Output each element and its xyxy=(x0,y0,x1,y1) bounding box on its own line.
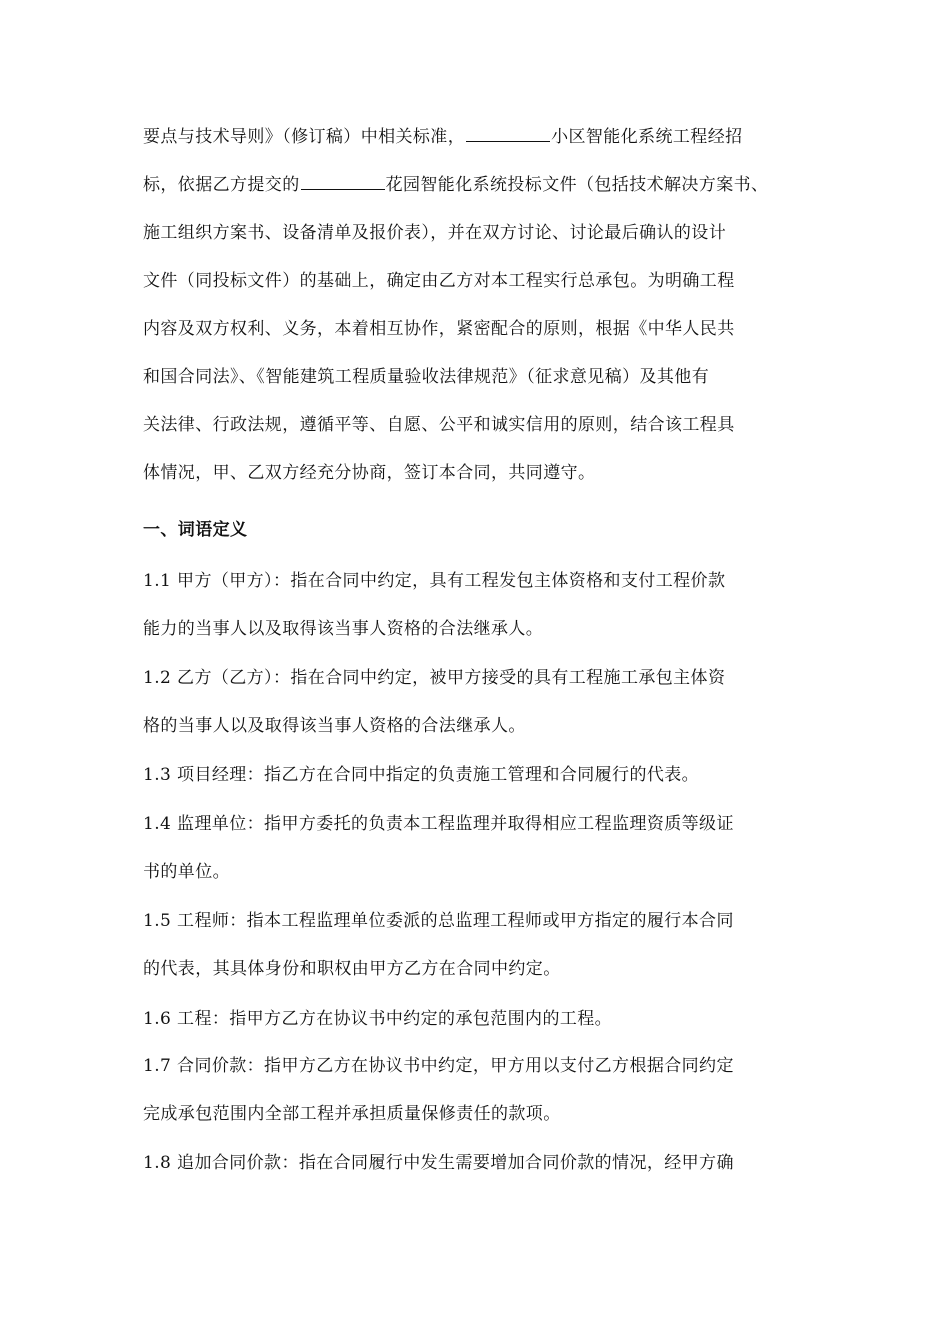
intro-line-5: 内容及双方权利、义务，本着相互协作，紧密配合的原则，根据《中华人民共 xyxy=(143,319,735,339)
intro-line-2 xyxy=(143,161,823,209)
section-heading: 一、词语定义 xyxy=(143,520,248,540)
intro-line-1-part-b: 小区智能化系统工程经招 xyxy=(551,127,743,147)
intro-line-8: 体情况，甲、乙双方经充分协商，签订本合同，共同遵守。 xyxy=(143,463,596,483)
definition-1-2 xyxy=(143,654,823,750)
definition-line: 格的当事人以及取得该当事人资格的合法继承人。 xyxy=(143,716,526,736)
intro-line-4: 文件（同投标文件）的基础上，确定由乙方对本工程实行总承包。为明确工程 xyxy=(143,271,735,291)
definition-line: 1.7 合同价款：指甲方乙方在协议书中约定，甲方用以支付乙方根据合同约定 xyxy=(143,1056,734,1076)
intro-line-1 xyxy=(143,113,823,161)
fill-in-blank-2 xyxy=(301,175,385,190)
definition-line: 1.1 甲方（甲方）：指在合同中约定，具有工程发包主体资格和支付工程价款 xyxy=(143,571,726,591)
definition-line: 1.6 工程：指甲方乙方在协议书中约定的承包范围内的工程。 xyxy=(143,1009,613,1029)
definition-line: 1.5 工程师：指本工程监理单位委派的总监理工程师或甲方指定的履行本合同 xyxy=(143,911,734,931)
intro-line-6: 和国合同法》、《智能建筑工程质量验收法律规范》（征求意见稿）及其他有 xyxy=(143,367,710,387)
section-heading-block xyxy=(143,506,823,554)
definition-1-1 xyxy=(143,557,823,653)
intro-line-7: 关法律、行政法规，遵循平等、自愿、公平和诚实信用的原则，结合该工程具 xyxy=(143,415,735,435)
definition-line: 1.8 追加合同价款：指在合同履行中发生需要增加合同价款的情况，经甲方确 xyxy=(143,1153,734,1173)
fill-in-blank-1 xyxy=(466,127,550,142)
intro-line-2-part-a: 标，依据乙方提交的 xyxy=(143,175,300,195)
definition-1-8 xyxy=(143,1139,823,1187)
definition-1-4 xyxy=(143,800,823,896)
definition-line: 1.3 项目经理：指乙方在合同中指定的负责施工管理和合同履行的代表。 xyxy=(143,765,700,785)
intro-line-3: 施工组织方案书、设备清单及报价表），并在双方讨论、讨论最后确认的设计 xyxy=(143,223,727,243)
definition-1-7 xyxy=(143,1042,823,1138)
definition-line: 的代表，其具体身份和职权由甲方乙方在合同中约定。 xyxy=(143,959,561,979)
intro-paragraph xyxy=(143,113,823,497)
definition-line: 1.2 乙方（乙方）：指在合同中约定，被甲方接受的具有工程施工承包主体资 xyxy=(143,668,726,688)
definition-line: 1.4 监理单位：指甲方委托的负责本工程监理并取得相应工程监理资质等级证 xyxy=(143,814,734,834)
definition-line: 能力的当事人以及取得该当事人资格的合法继承人。 xyxy=(143,619,544,639)
definition-1-3 xyxy=(143,751,823,799)
intro-line-2-part-b: 花园智能化系统投标文件（包括技术解决方案书、 xyxy=(385,175,769,195)
definition-line: 完成承包范围内全部工程并承担质量保修责任的款项。 xyxy=(143,1104,561,1124)
intro-line-1-part-a: 要点与技术导则》（修订稿）中相关标准， xyxy=(143,127,466,147)
definition-1-6 xyxy=(143,995,823,1043)
definition-line: 书的单位。 xyxy=(143,862,230,882)
definition-1-5 xyxy=(143,897,823,993)
